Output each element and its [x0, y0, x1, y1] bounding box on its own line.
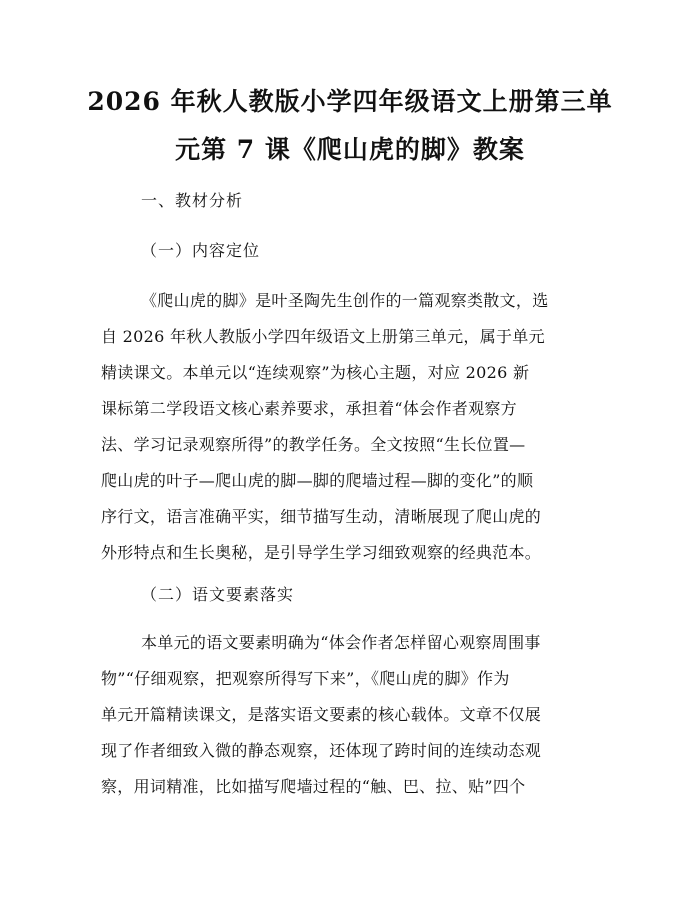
paragraph-line: 《爬山虎的脚》是叶圣陶先生创作的一篇观察类散文，选	[141, 291, 549, 310]
paragraph-line: 现了作者细致入微的静态观察，还体现了跨时间的连续动态观	[101, 741, 542, 760]
paragraph-line: 自 2026 年秋人教版小学四年级语文上册第三单元，属于单元	[101, 327, 545, 346]
paragraph-line: 法、学习记录观察所得”的教学任务。全文按照“生长位置—	[101, 435, 526, 454]
paragraph-line: 课标第二学段语文核心素养要求，承担着“体会作者观察方	[101, 399, 517, 418]
paragraph-line: 物”“仔细观察，把观察所得写下来”，《爬山虎的脚》作为	[101, 669, 510, 688]
subsection-heading-content-positioning: （一）内容定位	[141, 241, 261, 260]
paragraph-line: 序行文，语言准确平实，细节描写生动，清晰展现了爬山虎的	[101, 507, 542, 526]
paragraph-line: 精读课文。本单元以“连续观察”为核心主题，对应 2026 新	[101, 363, 530, 382]
document-title-line-1: 2026 年秋人教版小学四年级语文上册第三单	[87, 87, 613, 116]
subsection-heading-chinese-elements: （二）语文要素落实	[141, 585, 295, 604]
document-title-line-2: 元第 7 课《爬山虎的脚》教案	[175, 135, 525, 164]
paragraph-line: 单元开篇精读课文，是落实语文要素的核心载体。文章不仅展	[101, 705, 542, 724]
section-heading-teaching-material-analysis: 一、教材分析	[141, 191, 244, 210]
paragraph-line: 爬山虎的叶子—爬山虎的脚—脚的爬墙过程—脚的变化”的顺	[101, 471, 534, 490]
paragraph-line: 本单元的语文要素明确为“体会作者怎样留心观察周围事	[141, 633, 541, 652]
paragraph-line: 察，用词精准，比如描写爬墙过程的“触、巴、拉、贴”四个	[101, 777, 526, 796]
paragraph-line: 外形特点和生长奥秘，是引导学生学习细致观察的经典范本。	[101, 543, 542, 562]
